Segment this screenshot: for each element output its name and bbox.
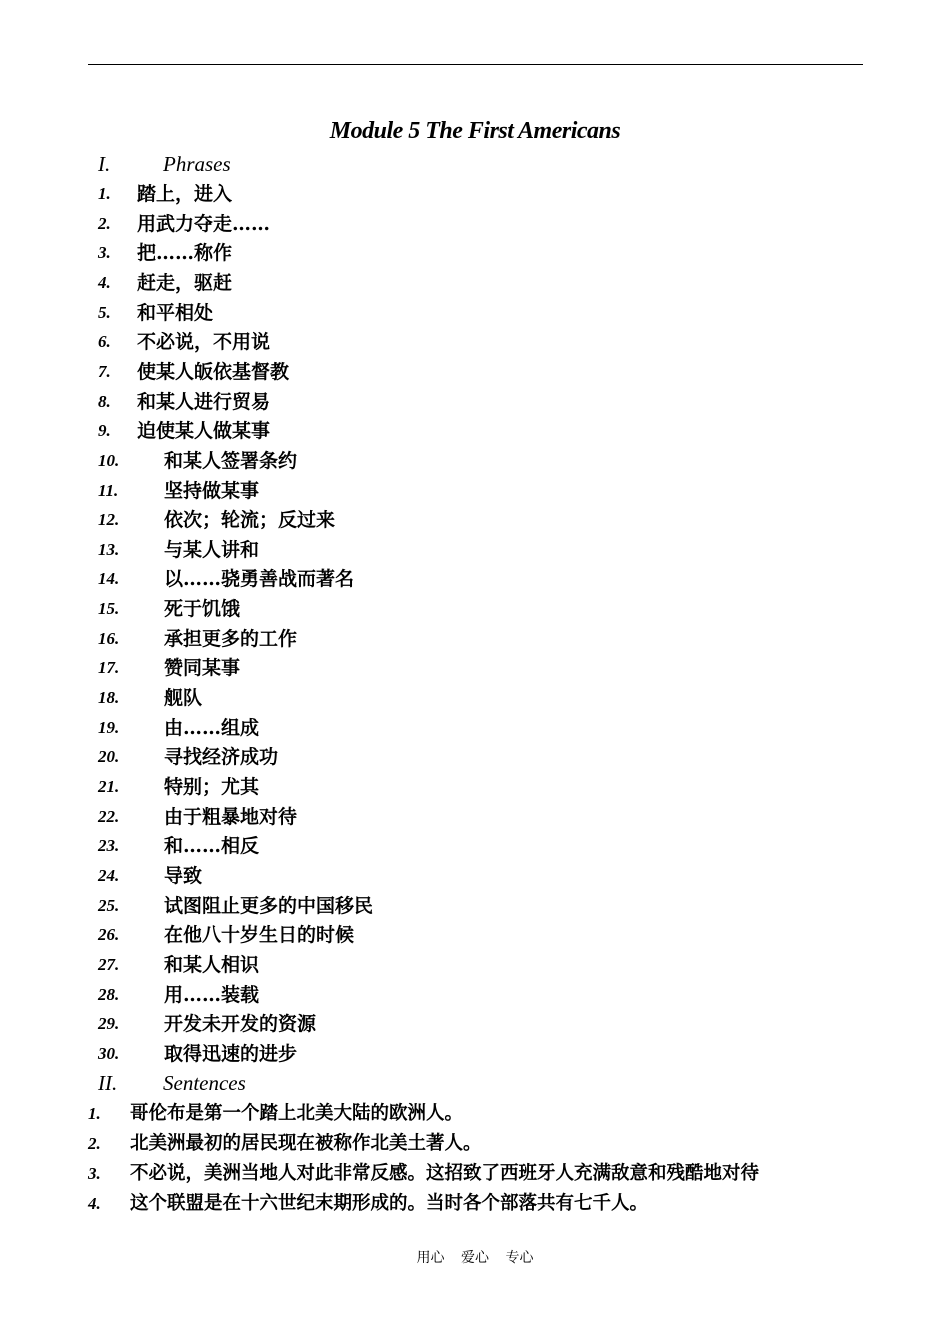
item-number: 10. [98, 450, 120, 470]
item-number: 2. [98, 213, 111, 233]
item-text: 与某人讲和 [164, 538, 260, 561]
item-text: 哥伦布是第一个踏上北美大陆的欧洲人。 [130, 1103, 464, 1124]
item-number: 7. [98, 361, 111, 381]
item-text: 舰队 [164, 687, 203, 710]
section-label: Phrases [163, 152, 231, 176]
item-text: 依次；轮流；反过来 [164, 509, 336, 532]
item-number: 17. [98, 658, 120, 678]
item-number: 27. [98, 954, 120, 974]
item-text: 迫使某人做某事 [137, 420, 271, 443]
item-text: 赞同某事 [164, 657, 241, 680]
item-number: 26. [98, 925, 120, 945]
item-number: 14. [98, 569, 120, 589]
item-text: 导致 [164, 864, 203, 887]
page-footer: 用心 爱心 专心 [416, 1250, 534, 1266]
item-number: 4. [88, 1194, 101, 1213]
item-number: 28. [98, 984, 120, 1004]
item-text: 用……装载 [164, 983, 260, 1006]
item-number: 1. [88, 1104, 101, 1123]
item-number: 8. [98, 391, 111, 411]
header-rule [88, 64, 863, 65]
item-text: 和……相反 [164, 835, 260, 858]
item-text: 使某人皈依基督教 [137, 360, 290, 383]
item-number: 9. [98, 421, 111, 441]
item-number: 20. [98, 747, 120, 767]
item-text: 把……称作 [137, 242, 233, 265]
item-text: 踏上，进入 [137, 183, 233, 205]
item-number: 15. [98, 599, 120, 619]
item-number: 6. [98, 332, 111, 352]
item-text: 不必说，美洲当地人对此非常反感。这招致了西班牙人充满敌意和残酷地对待 [130, 1163, 760, 1184]
item-text: 坚持做某事 [164, 479, 260, 502]
item-number: 13. [98, 539, 120, 559]
item-text: 寻找经济成功 [164, 746, 279, 769]
item-text: 由……组成 [164, 716, 260, 739]
item-text: 由于粗暴地对待 [164, 805, 298, 828]
item-text: 试图阻止更多的中国移民 [164, 894, 374, 917]
item-text: 开发未开发的资源 [164, 1013, 317, 1036]
item-text: 北美洲最初的居民现在被称作北美土著人。 [130, 1133, 482, 1154]
section-label: Sentences [163, 1071, 246, 1095]
item-text: 承担更多的工作 [164, 627, 298, 650]
page-title: Module 5 The First Americans [329, 118, 621, 144]
item-number: 3. [88, 1164, 101, 1183]
item-number: 11. [98, 480, 119, 500]
item-text: 赶走，驱赶 [137, 271, 233, 294]
item-text: 这个联盟是在十六世纪末期形成的。当时各个部落共有七千人。 [130, 1193, 649, 1214]
item-number: 5. [98, 302, 111, 322]
item-text: 特别；尤其 [164, 776, 260, 798]
item-number: 23. [98, 836, 120, 856]
item-number: 3. [98, 243, 111, 263]
item-text: 以……骁勇善战而著名 [164, 568, 355, 591]
item-text: 在他八十岁生日的时候 [164, 924, 355, 947]
item-text: 死于饥饿 [164, 598, 241, 621]
item-text: 和平相处 [137, 301, 214, 324]
item-number: 18. [98, 688, 120, 708]
item-text: 和某人签署条约 [164, 449, 298, 472]
section-number: I. [98, 152, 111, 176]
item-number: 30. [98, 1043, 120, 1063]
item-number: 22. [98, 806, 120, 826]
item-number: 21. [98, 777, 120, 796]
item-text: 取得迅速的进步 [164, 1042, 298, 1065]
item-number: 16. [98, 628, 120, 648]
item-text: 和某人相识 [164, 953, 260, 976]
item-number: 1. [98, 184, 111, 203]
item-text: 不必说，不用说 [137, 331, 271, 354]
section-number: II. [98, 1071, 118, 1095]
item-text: 和某人进行贸易 [137, 390, 271, 413]
item-number: 4. [98, 272, 111, 292]
item-number: 24. [98, 865, 120, 885]
item-number: 29. [98, 1014, 120, 1034]
item-number: 12. [98, 510, 120, 530]
item-number: 25. [98, 895, 120, 915]
item-number: 19. [98, 717, 120, 737]
item-text: 用武力夺走…… [137, 212, 271, 235]
item-number: 2. [88, 1134, 101, 1153]
